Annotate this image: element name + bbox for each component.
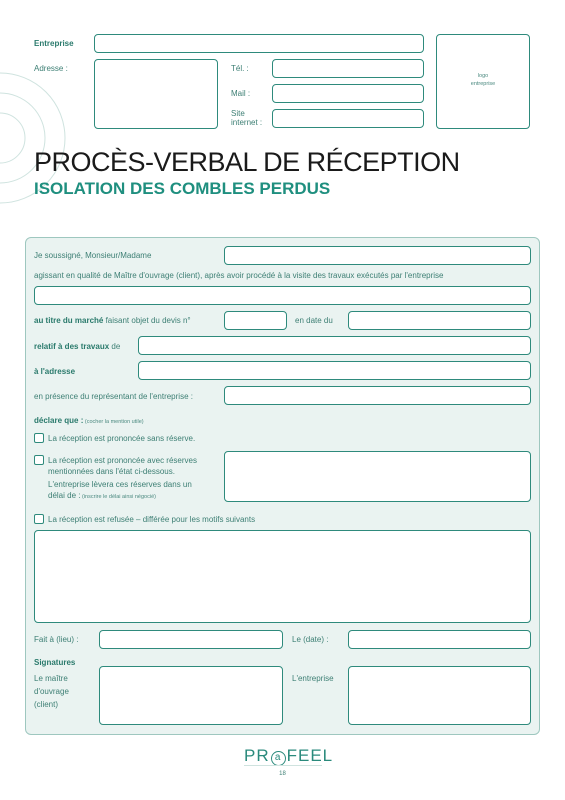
maitre-label-line1: Le maître	[34, 674, 68, 683]
entreprise-executante-field[interactable]	[34, 286, 531, 305]
option-sans-reserve-checkbox[interactable]	[34, 433, 44, 443]
page-number: 18	[279, 771, 286, 777]
option-refusee-checkbox[interactable]	[34, 514, 44, 524]
presence-label: en présence du représentant de l'entreprise :	[34, 392, 193, 401]
option-avec-reserves-line1: La réception est prononcée avec réserves	[48, 456, 197, 465]
relatif-rest: de	[109, 342, 121, 351]
mail-label: Mail :	[231, 89, 251, 98]
signatures-bold: Signatures	[34, 658, 76, 667]
site-label-line1: Site	[231, 109, 245, 118]
adresse-travaux-field[interactable]	[138, 361, 531, 380]
delai-label: délai de :	[48, 491, 81, 500]
brand-suffix: FEEL	[286, 746, 334, 765]
brand-underline	[244, 765, 322, 766]
brand-logo	[244, 746, 333, 766]
tel-label: Tél. :	[231, 64, 249, 73]
option-avec-reserves-line3: L'entreprise lèvera ces réserves dans un	[48, 480, 192, 489]
brand-at-icon: a	[271, 751, 286, 766]
mail-field[interactable]	[272, 84, 424, 103]
brand-prefix: PR	[244, 746, 270, 765]
au-titre-rest: faisant objet du devis n°	[103, 316, 191, 325]
option-avec-reserves-checkbox[interactable]	[34, 455, 44, 465]
tel-field[interactable]	[272, 59, 424, 78]
le-date-label: Le (date) :	[292, 635, 329, 644]
delai-note: (inscrire le délai ainsi négocié)	[80, 494, 156, 500]
devis-date-field[interactable]	[348, 311, 531, 330]
reserves-field[interactable]	[224, 451, 531, 502]
le-date-field[interactable]	[348, 630, 531, 649]
fait-a-label: Fait à (lieu) :	[34, 635, 79, 644]
entreprise-signature-label: L'entreprise	[292, 674, 334, 683]
option-avec-reserves-line4	[48, 491, 156, 500]
soussigne-label: Je soussigné, Monsieur/Madame	[34, 251, 152, 260]
declare-label	[34, 416, 144, 425]
signature-client-field[interactable]	[99, 666, 283, 725]
maitre-label-line2: d'ouvrage	[34, 687, 69, 696]
representant-field[interactable]	[224, 386, 531, 405]
adresse-bold: à l'adresse	[34, 367, 76, 376]
devis-number-field[interactable]	[224, 311, 287, 330]
relatif-bold: relatif à des travaux	[34, 342, 110, 351]
au-titre-bold: au titre du marché	[34, 316, 104, 325]
maitre-label-line3: (client)	[34, 700, 59, 709]
signatures-label	[34, 658, 75, 667]
adresse-label: Adresse :	[34, 64, 68, 73]
page-subtitle: ISOLATION DES COMBLES PERDUS	[34, 179, 331, 198]
entreprise-label: Entreprise	[34, 39, 74, 48]
option-sans-reserve-label: La réception est prononcée sans réserve.	[48, 434, 196, 443]
motifs-field[interactable]	[34, 530, 531, 623]
page-title: PROCÈS-VERBAL DE RÉCEPTION	[34, 147, 460, 177]
soussigne-field[interactable]	[224, 246, 531, 265]
option-refusee-label: La réception est refusée – différée pour les motifs suivants	[48, 515, 256, 524]
en-date-du-label: en date du	[295, 316, 333, 325]
relatif-label	[34, 342, 120, 351]
site-field[interactable]	[272, 109, 424, 128]
agissant-label: agissant en qualité de Maître d'ouvrage (client), après avoir procédé à la visite des travaux exécutés par l'entreprise	[34, 271, 444, 280]
adresse-field[interactable]	[94, 59, 218, 129]
site-label-line2: internet :	[231, 118, 263, 127]
entreprise-field[interactable]	[94, 34, 424, 53]
adresse-travaux-label	[34, 367, 75, 376]
au-titre-label	[34, 316, 191, 325]
signature-entreprise-field[interactable]	[348, 666, 531, 725]
fait-a-field[interactable]	[99, 630, 283, 649]
logo-text-line1: logo	[477, 73, 489, 79]
declare-note: (cocher la mention utile)	[83, 419, 144, 425]
travaux-field[interactable]	[138, 336, 531, 355]
option-avec-reserves-line2: mentionnées dans l'état ci-dessous.	[48, 467, 175, 476]
logo-text-line2: entreprise	[470, 81, 496, 87]
declare-bold: déclare que :	[34, 416, 84, 425]
